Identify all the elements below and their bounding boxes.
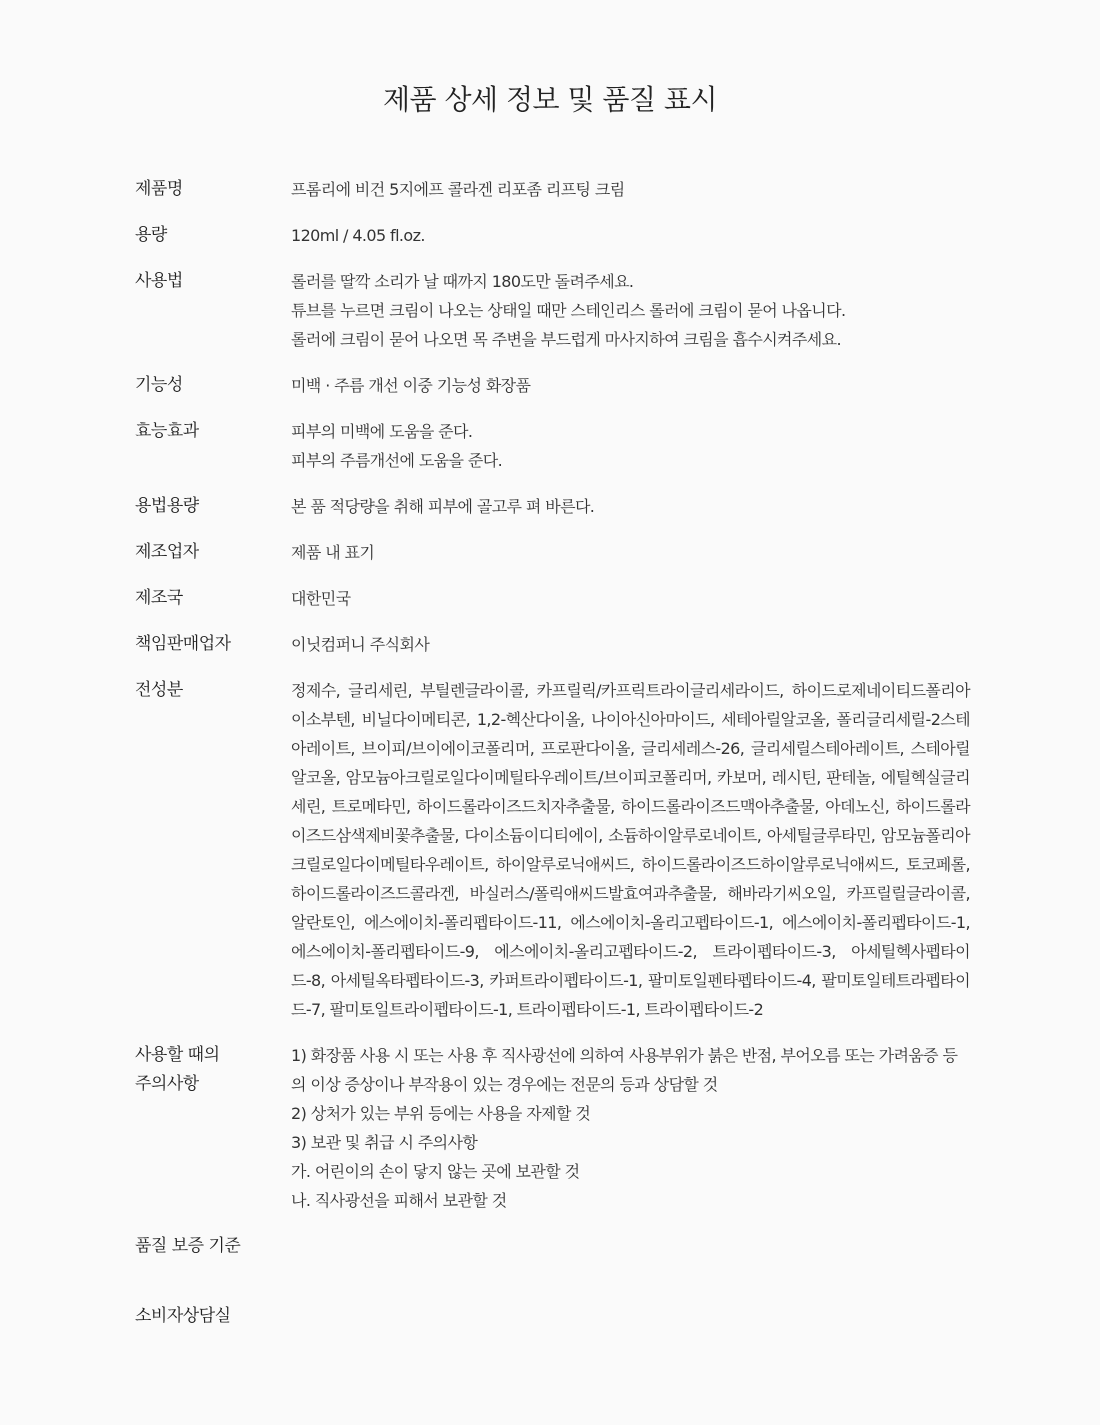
row-label: 제조업자: [135, 542, 199, 562]
row-ingredients: [135, 676, 970, 1024]
row-usage: [135, 267, 970, 354]
row-value: 이닛컴퍼니 주식회사: [291, 635, 430, 654]
row-value: 본 품 적당량을 취해 피부에 골고루 펴 바른다.: [291, 497, 595, 516]
row-label: 전성분: [135, 680, 183, 700]
row-value: 120ml / 4.05 fl.oz.: [291, 226, 425, 245]
row-value: [291, 1302, 970, 1331]
row-quality: [135, 1232, 970, 1261]
efficacy-line: 피부의 주름개선에 도움을 준다.: [291, 451, 503, 470]
efficacy-line: 피부의 미백에 도움을 준다.: [291, 422, 473, 441]
row-value: [291, 417, 970, 475]
usage-line: 튜브를 누르면 크림이 나오는 상태일 때만 스테인리스 롤러에 크림이 묻어 나옵니다.: [291, 301, 846, 320]
row-label: 책임판매업자: [135, 634, 231, 654]
row-manufacturer: [135, 538, 970, 567]
row-label: 품질 보증 기준: [135, 1236, 241, 1256]
caution-line: 나. 직사광선을 피해서 보관할 것: [291, 1191, 507, 1210]
caution-line: 3) 보관 및 취급 시 주의사항: [291, 1133, 478, 1152]
row-functionality: [135, 371, 970, 400]
caution-line: 2) 상처가 있는 부위 등에는 사용을 자제할 것: [291, 1104, 591, 1123]
row-label: [135, 1041, 291, 1215]
row-label: 제조국: [135, 588, 183, 608]
row-value: 제품 내 표기: [291, 543, 375, 562]
row-value: 프롬리에 비건 5지에프 콜라겐 리포좀 리프팅 크림: [291, 180, 625, 199]
caution-line: 1) 화장품 사용 시 또는 사용 후 직사광선에 의하여 사용부위가 붉은 반점, 부어오름 또는 가려움증 등의 이상 증상이나 부작용이 있는 경우에는 전문의 등과 상담할 것: [291, 1046, 958, 1094]
row-label-line: 주의사항: [135, 1074, 199, 1094]
usage-line: 롤러를 딸깍 소리가 날 때까지 180도만 돌려주세요.: [291, 272, 634, 291]
row-seller: [135, 630, 970, 659]
row-label-line: 사용할 때의: [135, 1045, 220, 1065]
row-label: 효능효과: [135, 421, 199, 441]
row-label: 제품명: [135, 179, 183, 199]
row-label: 용법용량: [135, 496, 199, 516]
ingredients-list: 정제수, 글리세린, 부틸렌글라이콜, 카프릴릭/카프릭트라이글리세라이드, 하이드로제네이티드폴리아이소부텐, 비닐다이메티콘, 1,2-헥산다이올, 나이아신아마이드, 세테아릴알코올, 폴리글리세릴-2스테아레이트, 브이피/브이에이코폴리머, 프로판다이올, 글리세레스-26, 글리세릴스테아레이트, 스테아릴알코올, 암모늄아크릴로일다이메틸타우레이트/브이피코폴리머, 카보머, 레시틴, 판테놀, 에틸헥실글리세린, 트로메타민, 하이드롤라이즈드치자추출물, 하이드롤라이즈드맥아추출물, 아데노신, 하이드롤라이즈드삼색제비꽃추출물, 다이소듐이디티에이, 소듐하이알루로네이트, 아세틸글루타민, 암모늄폴리아크릴로일다이메틸타우레이트, 하이알루로닉애씨드, 하이드롤라이즈드하이알루로닉애씨드, 토코페롤, 하이드롤라이즈드콜라겐, 바실러스/폴릭애씨드발효여과추출물, 해바라기씨오일, 카프릴릴글라이콜, 알란토인, 에스에이치-폴리펩타이드-11, 에스에이치-올리고펩타이드-1, 에스에이치-폴리펩타이드-1, 에스에이치-폴리펩타이드-9, 에스에이치-올리고펩타이드-2, 트라이펩타이드-3, 아세틸헥사펩타이드-8, 아세틸옥타펩타이드-3, 카퍼트라이펩타이드-1, 팔미토일펜타펩타이드-4, 팔미토일테트라펩타이드-7, 팔미토일트라이펩타이드-1, 트라이펩타이드-1, 트라이펩타이드-2: [291, 681, 970, 1019]
page-title: 제품 상세 정보 및 품질 표시: [382, 83, 718, 116]
row-efficacy: [135, 417, 970, 475]
row-cautions: [135, 1041, 970, 1215]
product-info-table: [135, 175, 970, 1348]
row-value: [291, 267, 970, 354]
row-label: 기능성: [135, 375, 183, 395]
usage-line: 롤러에 크림이 묻어 나오면 목 주변을 부드럽게 마사지하여 크림을 흡수시켜주세요.: [291, 330, 841, 349]
row-label: 소비자상담실: [135, 1306, 231, 1326]
row-country: [135, 584, 970, 613]
row-label: 용량: [135, 225, 167, 245]
row-value: 대한민국: [291, 589, 351, 608]
row-value: 미백 · 주름 개선 이중 기능성 화장품: [291, 376, 531, 395]
row-value: [291, 1232, 970, 1261]
row-consumer-center: [135, 1302, 970, 1331]
row-dosage: [135, 492, 970, 521]
row-value: [291, 1041, 970, 1215]
caution-line: 가. 어린이의 손이 닿지 않는 곳에 보관할 것: [291, 1162, 580, 1181]
row-product-name: [135, 175, 970, 204]
row-label: 사용법: [135, 271, 183, 291]
row-volume: [135, 221, 970, 250]
